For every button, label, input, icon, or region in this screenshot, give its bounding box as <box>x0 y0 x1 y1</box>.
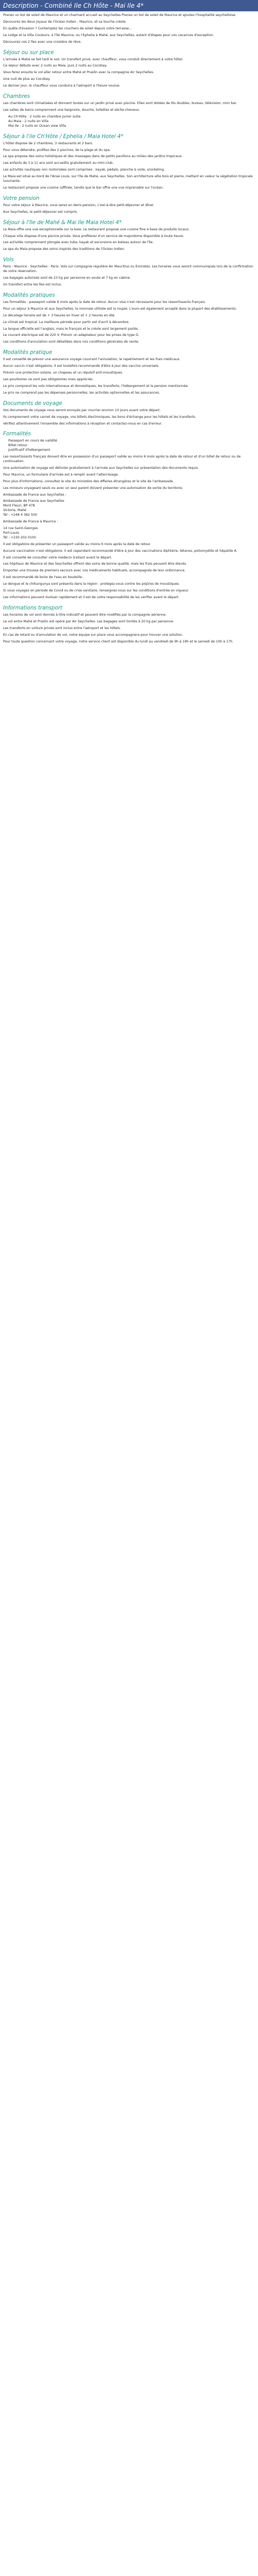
paragraph: Paris - Maurice - Seychelles - Paris. Vols sur compagnie régulière Air Mauritius ou Emirates. Les horaires vous seront communiqués lors de la confirmation de votre réservation. <box>3 265 253 274</box>
paragraph: Une autorisation de voyage est délivrée gratuitement à l'arrivée aux Seychelles sur présentation des documents requis. <box>3 466 199 470</box>
section <box>3 220 255 252</box>
address-line: Tél : +248 4 382 500 <box>3 513 37 517</box>
paragraph: Le climat est tropical. La meilleure période pour partir est d'avril à décembre. <box>3 320 130 324</box>
section <box>3 401 255 427</box>
paragraph: Le Maia offre une vue exceptionnelle sur la baie. Le restaurant propose une cuisine fine à base de produits locaux. <box>3 227 190 231</box>
bullet-list <box>8 115 255 129</box>
section <box>3 455 255 490</box>
section <box>3 431 255 453</box>
section-heading: Chambres <box>3 94 30 100</box>
section-heading: Vols <box>3 257 14 263</box>
paragraph: Pour Maurice, un formulaire d'arrivée est à remplir avant l'atterrissage. <box>3 472 119 477</box>
section-heading: Séjour à l'île de Mahé & Mai Ile Maia Hotel 4* <box>3 219 122 226</box>
address-line: 14 rue Saint-Georges <box>3 527 38 530</box>
paragraph: Le spa propose des soins holistiques et des massages dans de petits pavillons au milieu des jardins tropicaux. <box>3 155 183 159</box>
bullet-item: Justificatif d'hébergement <box>8 448 51 452</box>
paragraph: Le spa du Maia propose des soins inspirés des traditions de l'Océan Indien. <box>3 247 125 251</box>
page-title: Description - Combiné Ile Ch Hôte - Mai Ile 4* <box>0 0 258 11</box>
paragraph: Pour un séjour à Maurice et aux Seychelles, la monnaie utilisée est la roupie. L'euro est également accepté dans la plupart des établissements. <box>3 307 237 311</box>
paragraph: Le prix ne comprend pas les dépenses personnelles, les activités optionnelles et les assurances. <box>3 391 160 395</box>
paragraph: Les informations peuvent évoluer rapidement et il est de votre responsabilité de les vérifier avant le départ. <box>3 595 180 599</box>
section <box>3 605 255 645</box>
paragraph: Le prix comprend les vols internationaux et domestiques, les transferts, l'hébergement et la pension mentionnée. <box>3 384 189 388</box>
section <box>3 520 255 540</box>
paragraph: Il est conseillé de prévoir une assurance voyage couvrant l'annulation, le rapatriement et les frais médicaux. <box>3 358 181 362</box>
paragraph: Découvrez les deux joyaux de l'Océan Indien : Maurice, et sa touche créole. <box>3 20 127 24</box>
paragraph: Aucun vaccin n'est obligatoire. Il est toutefois recommandé d'être à jour des vaccins universels. <box>3 364 159 368</box>
paragraph: Les salles de bains comprennent une baignoire, douche, toilettes et sèche-cheveux. <box>3 108 140 112</box>
section-heading: Modalités pratique <box>3 350 53 356</box>
paragraph: Vous ferez ensuite le vol aller retour entre Mahé et Praslin avec la compagnie Air Seychelles. <box>3 71 154 75</box>
address-line: Port-Louis <box>3 531 20 535</box>
bullet-item: Mai Ile : 2 nuits en Ocean view Villa <box>8 124 66 128</box>
paragraph: Pour plus d'informations, consultez le site du ministère des Affaires étrangères et le site de l'ambassade. <box>3 479 174 483</box>
address-line: Tél : +230 202 0100 <box>3 535 36 539</box>
paragraph: Le vol entre Mahé et Praslin est opéré par Air Seychelles. Les bagages sont limités à 20 kg par personne. <box>3 619 174 623</box>
paragraph: Les hôpitaux de Maurice et des Seychelles offrent des soins de bonne qualité, mais les frais peuvent être élevés. <box>3 562 187 566</box>
section-heading: Séjour ou sur place <box>3 49 54 56</box>
paragraph: Les enfants de 3 à 11 ans sont accueillis gratuitement au mini-club. <box>3 161 114 165</box>
paragraph: Le Lodge et la Villa Couleurs, à l'île Maurice, ou l'Ephelia à Mahé, aux Seychelles, autant d'étapes pour vos vacances d'exception. <box>3 33 214 37</box>
paragraph: Vos documents de voyage vous seront envoyés par courrier environ 10 jours avant votre départ. <box>3 408 161 412</box>
section <box>3 13 255 45</box>
section-heading: Documents de voyage <box>3 400 62 406</box>
description-content <box>0 11 258 656</box>
paragraph: L'arrivée à Mahé se fait tard le soir. Un transfert privé, avec chauffeur, vous conduit directement à votre hôtel. <box>3 57 183 61</box>
section <box>3 50 255 89</box>
paragraph: Les horaires de vol sont donnés à titre indicatif et peuvent être modifiés par la compagnie aérienne. <box>3 613 167 617</box>
bullet-item: Au Maia : 2 nuits en Villa <box>8 119 49 123</box>
address-block <box>3 527 255 540</box>
paragraph: Les bagages autorisés sont de 23 kg par personne en soute et 7 kg en cabine. <box>3 276 131 280</box>
bullet-item: Passeport en cours de validité <box>8 439 57 443</box>
address-block <box>3 499 255 518</box>
section <box>3 196 255 215</box>
section <box>3 350 255 395</box>
section <box>3 293 255 345</box>
paragraph: Ils comprennent votre carnet de voyage, vos billets électroniques, les bons d'échange pour les hôtels et les transferts. <box>3 415 196 419</box>
paragraph: Il est conseillé de consulter votre médecin traitant avant le départ. <box>3 555 112 560</box>
bullet-item: Billet retour <box>8 444 28 448</box>
paragraph: Les transferts en voiture privée sont inclus entre l'aéroport et les hôtels. <box>3 626 121 630</box>
paragraph: En cas de retard ou d'annulation de vol, notre équipe sur place vous accompagnera pour trouver une solution. <box>3 633 183 637</box>
paragraph: Une nuit de plus au Cocobay. <box>3 77 51 81</box>
address-line: Mont Fleuri, BP 478 <box>3 504 35 508</box>
paragraph: Pour toute question concernant votre voyage, notre service client est disponible du lundi au vendredi de 9h à 19h et le samedi de 10h à 17h. <box>3 639 234 643</box>
paragraph: Les activités nautiques non motorisées sont comprises : kayak, pédalo, planche à voile, snorkeling. <box>3 168 165 172</box>
paragraph: L'hôtel dispose de 2 chambres, 3 restaurants et 2 bars. <box>3 141 93 145</box>
paragraph: Les ressortissants français doivent être en possession d'un passeport valide au moins 6 mois après la date de retour et d'un billet de retour ou de continuation. <box>3 455 241 464</box>
section <box>3 134 255 191</box>
section-heading: Votre pension <box>3 195 40 201</box>
paragraph: Pour votre séjour à Maurice, vous serez en demi-pension, c'est-à-dire petit-déjeuner et dîner. <box>3 203 154 207</box>
paragraph: Ce séjour débute avec 2 nuits au Maia, puis 2 nuits au Cocobay. <box>3 64 107 68</box>
address-line: Victoria, Mahé <box>3 509 27 513</box>
paragraph: Découvrez ces 2 îles avec une croisière de rêve. <box>3 40 82 44</box>
paragraph: Aux Seychelles, le petit-déjeuner est compris. <box>3 210 78 214</box>
address-line: Ambassade de France aux Seychelles <box>3 499 64 503</box>
section <box>3 549 255 587</box>
bullet-item: Au Ch'Hôte : 2 nuits en chambre Junior suite <box>8 114 80 118</box>
section <box>3 543 255 547</box>
paragraph: Le dernier jour, le chauffeur vous conduira à l'aéroport à l'heure voulue. <box>3 84 121 88</box>
section-heading: Formalités <box>3 431 31 437</box>
paragraph: Les mineurs voyageant seuls ou avec un seul parent doivent présenter une autorisation de sortie du territoire. <box>3 486 183 490</box>
paragraph: Prenez un bol de soleil de Maurice et un charmant accueil au Seychelles Prenez un bol de soleil de Maurice et ajoutez l'hospitalité seychelloise. <box>3 13 237 17</box>
section <box>3 257 255 287</box>
paragraph: Aucune vaccination n'est obligatoire. Il est cependant recommandé d'être à jour des vaccinations diphtérie, tétanos, poliomyélite et hépatite A. <box>3 549 237 553</box>
section <box>3 493 255 518</box>
section-heading: Informations transport <box>3 605 62 611</box>
paragraph: Les formalités : passeport valide 6 mois après la date de retour. Aucun visa n'est nécessaire pour les ressortissants français. <box>3 300 206 304</box>
paragraph: Il est recommandé de boire de l'eau en bouteille. <box>3 575 83 580</box>
paragraph: Les chambres sont climatisées et donnent toutes sur un jardin privé avec piscine. Elles sont dotées de lits doubles, bureau, télévision, mini bar. <box>3 101 237 106</box>
paragraph: Si vous voyagez en période de Covid ou de crise sanitaire, renseignez-vous sur les conditions d'entrée en vigueur. <box>3 589 189 593</box>
section <box>3 94 255 129</box>
paragraph: Le dengue et le chikungunya sont présents dans la région : protégez-vous contre les piqûres de moustiques. <box>3 582 180 586</box>
paragraph: Chaque villa dispose d'une piscine privée. Vous profiterez d'un service de majordome disponible à toute heure. <box>3 234 184 238</box>
paragraph: Vérifiez attentivement l'ensemble des informations à réception et contactez-nous en cas d'erreur. <box>3 421 163 426</box>
paragraph: Le restaurant propose une cuisine raffinée, tandis que le bar offre une vue imprenable sur l'océan. <box>3 185 164 190</box>
paragraph: Prévoir une protection solaire, un chapeau et un répulsif anti-moustiques. <box>3 371 123 375</box>
paragraph: La langue officielle est l'anglais, mais le français et le créole sont largement parlés. <box>3 327 139 331</box>
page <box>0 0 258 656</box>
paragraph: Le courant électrique est de 220 V. Prévoir un adaptateur pour les prises de type G. <box>3 333 139 337</box>
paragraph: Les pourboires ne sont pas obligatoires mais appréciés. <box>3 377 94 381</box>
paragraph: Il est obligatoire de présenter un passeport valide au moins 6 mois après la date de retour. <box>3 542 151 546</box>
section-heading: Séjour à l'ile Ch'Hôte / Ephelia / Maia Hotel 4* <box>3 133 123 140</box>
paragraph: Un transfert entre les îles est inclus. <box>3 283 62 286</box>
section <box>3 589 255 600</box>
paragraph: Pour vous détendre, profitez des 2 piscines, de la plage et du spa. <box>3 148 111 152</box>
section-heading: Modalités pratiques <box>3 292 55 298</box>
paragraph: Ambassade de France à Maurice : <box>3 520 58 524</box>
paragraph: Le Maia est situé au bord de l'Anse Louis, sur l'île de Mahé, aux Seychelles. Son architecture allie bois et pierre, mettant en valeur la végétation tropicale luxuriante. <box>3 175 253 183</box>
paragraph: Les activités comprennent plongée avec tuba, kayak et excursions en bateau autour de l'île. <box>3 241 154 245</box>
paragraph: Les conditions d'annulation sont détaillées dans nos conditions générales de vente. <box>3 340 139 344</box>
paragraph: Ambassade de France aux Seychelles : <box>3 493 67 497</box>
paragraph: Le décalage horaire est de + 3 heures en hiver et + 2 heures en été. <box>3 313 116 317</box>
paragraph: En quête d'évasion ? Contemplez les couchers de soleil depuis votre terrasse... <box>3 26 132 30</box>
bullet-list <box>8 439 255 453</box>
paragraph: Emporter une trousse de premiers secours avec vos médicaments habituels, accompagnés de leur ordonnance. <box>3 569 186 573</box>
